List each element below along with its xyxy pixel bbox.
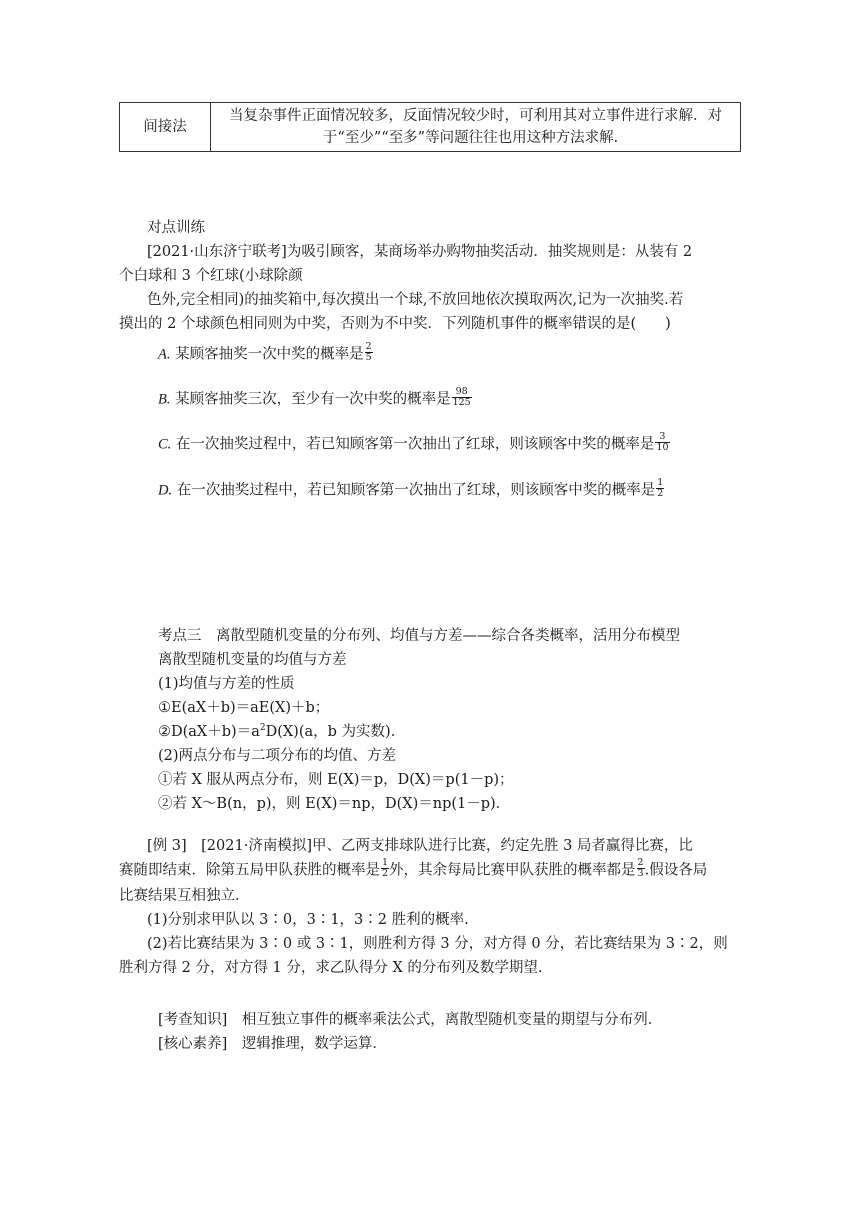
fraction bbox=[365, 342, 373, 363]
example-line bbox=[119, 857, 708, 881]
option-letter: D. bbox=[158, 482, 173, 499]
method-table bbox=[119, 102, 741, 152]
example-question-2-cont: 胜利方得 2 分，对方得 1 分，求乙队得分 X 的分布列及数学期望. bbox=[119, 960, 543, 976]
knowledge-line: [考查知识] 相互独立事件的概率乘法公式，离散型随机变量的期望与分布列． bbox=[158, 1012, 663, 1028]
fraction-denominator: 3 bbox=[637, 868, 644, 879]
section-line bbox=[158, 722, 405, 742]
fraction bbox=[656, 478, 664, 499]
option-a bbox=[158, 341, 373, 365]
option-text: 在一次抽奖过程中，若已知顾客第一次抽出了红球，则该顾客中奖的概率是 bbox=[175, 436, 655, 453]
practice-stem-line: 摸出的 2 个球颜色相同则为中奖，否则为不中奖．下列随机事件的概率错误的是( ) bbox=[119, 316, 671, 332]
fraction-denominator: 5 bbox=[365, 352, 372, 363]
option-letter: A. bbox=[158, 346, 171, 363]
literacy-line: [核心素养] 逻辑推理，数学运算． bbox=[158, 1036, 387, 1052]
option-text: 某顾客抽奖三次，至少有一次中奖的概率是 bbox=[175, 391, 451, 408]
example-line: [例 3] [2021·济南模拟]甲、乙两支排球队进行比赛，约定先胜 3 局者赢得比赛，比 bbox=[147, 838, 693, 854]
example-text: 外，其余每局比赛甲队获胜的概率都是 bbox=[389, 862, 636, 879]
method-name-cell: 间接法 bbox=[120, 103, 211, 152]
fraction bbox=[655, 432, 669, 453]
practice-heading: 对点训练 bbox=[147, 220, 205, 236]
option-letter: C. bbox=[158, 436, 172, 453]
fraction-denominator: 2 bbox=[657, 488, 664, 499]
example-question-2: (2)若比赛结果为 3∶0 或 3∶1，则胜利方得 3 分，对方得 0 分，若比赛结果为 3∶2，则 bbox=[147, 936, 728, 952]
fraction-numerator: 2 bbox=[637, 857, 644, 868]
section-line: ①若 X 服从两点分布，则 E(X)＝p，D(X)＝p(1－p)； bbox=[158, 772, 514, 788]
option-letter: B. bbox=[158, 391, 171, 408]
option-c bbox=[158, 431, 670, 455]
formula-part: D(X)(a，b 为实数)． bbox=[265, 724, 406, 740]
formula-part: ②D(aX＋b)＝a bbox=[158, 724, 260, 740]
method-desc-cell bbox=[211, 103, 741, 152]
fraction bbox=[452, 387, 472, 408]
fraction bbox=[381, 858, 389, 879]
fraction-denominator: 125 bbox=[452, 397, 471, 408]
example-text: .假设各局 bbox=[644, 862, 708, 879]
method-desc-line: 当复杂事件正面情况较多，反面情况较少时，可利用其对立事件进行求解．对 bbox=[229, 108, 722, 124]
practice-stem-line: 个白球和 3 个红球(小球除颜 bbox=[119, 268, 303, 284]
fraction-denominator: 2 bbox=[382, 868, 389, 879]
superscript: 2 bbox=[259, 723, 266, 734]
fraction-numerator: 1 bbox=[657, 477, 664, 488]
practice-stem-line: 色外,完全相同)的抽奖箱中,每次摸出一个球,不放回地依次摸取两次,记为一次抽奖.若 bbox=[147, 292, 684, 308]
section-line: (1)均值与方差的性质 bbox=[158, 676, 295, 692]
example-question-1: (1)分别求甲队以 3∶0，3∶1，3∶2 胜利的概率. bbox=[147, 912, 469, 928]
fraction-numerator: 98 bbox=[452, 387, 472, 398]
fraction-numerator: 3 bbox=[655, 432, 669, 443]
example-line: 比赛结果互相独立. bbox=[119, 888, 240, 904]
fraction-numerator: 1 bbox=[382, 857, 389, 868]
practice-stem-line: [2021·山东济宁联考]为吸引顾客，某商场举办购物抽奖活动．抽奖规则是：从装有 2 bbox=[147, 244, 693, 260]
fraction-numerator: 2 bbox=[365, 341, 372, 352]
option-d bbox=[158, 477, 664, 501]
fraction bbox=[637, 858, 645, 879]
section-line: ②若 X～B(n，p)，则 E(X)＝np，D(X)＝np(1－p)． bbox=[158, 796, 511, 812]
option-b bbox=[158, 386, 472, 410]
fraction-denominator: 10 bbox=[656, 442, 669, 453]
method-desc-line: 于“至少”“至多”等问题往往也用这种方法求解． bbox=[322, 130, 629, 146]
section-title: 考点三 离散型随机变量的分布列、均值与方差——综合各类概率，活用分布模型 bbox=[158, 628, 680, 644]
example-text: 赛随即结束．除第五局甲队获胜的概率是 bbox=[119, 862, 380, 879]
section-line: (2)两点分布与二项分布的均值、方差 bbox=[158, 748, 397, 764]
option-text: 在一次抽奖过程中，若已知顾客第一次抽出了红球，则该顾客中奖的概率是 bbox=[176, 482, 656, 499]
section-subtitle: 离散型随机变量的均值与方差 bbox=[158, 652, 347, 668]
section-line: ①E(aX＋b)＝aE(X)＋b； bbox=[158, 700, 330, 716]
option-text: 某顾客抽奖一次中奖的概率是 bbox=[175, 346, 364, 363]
